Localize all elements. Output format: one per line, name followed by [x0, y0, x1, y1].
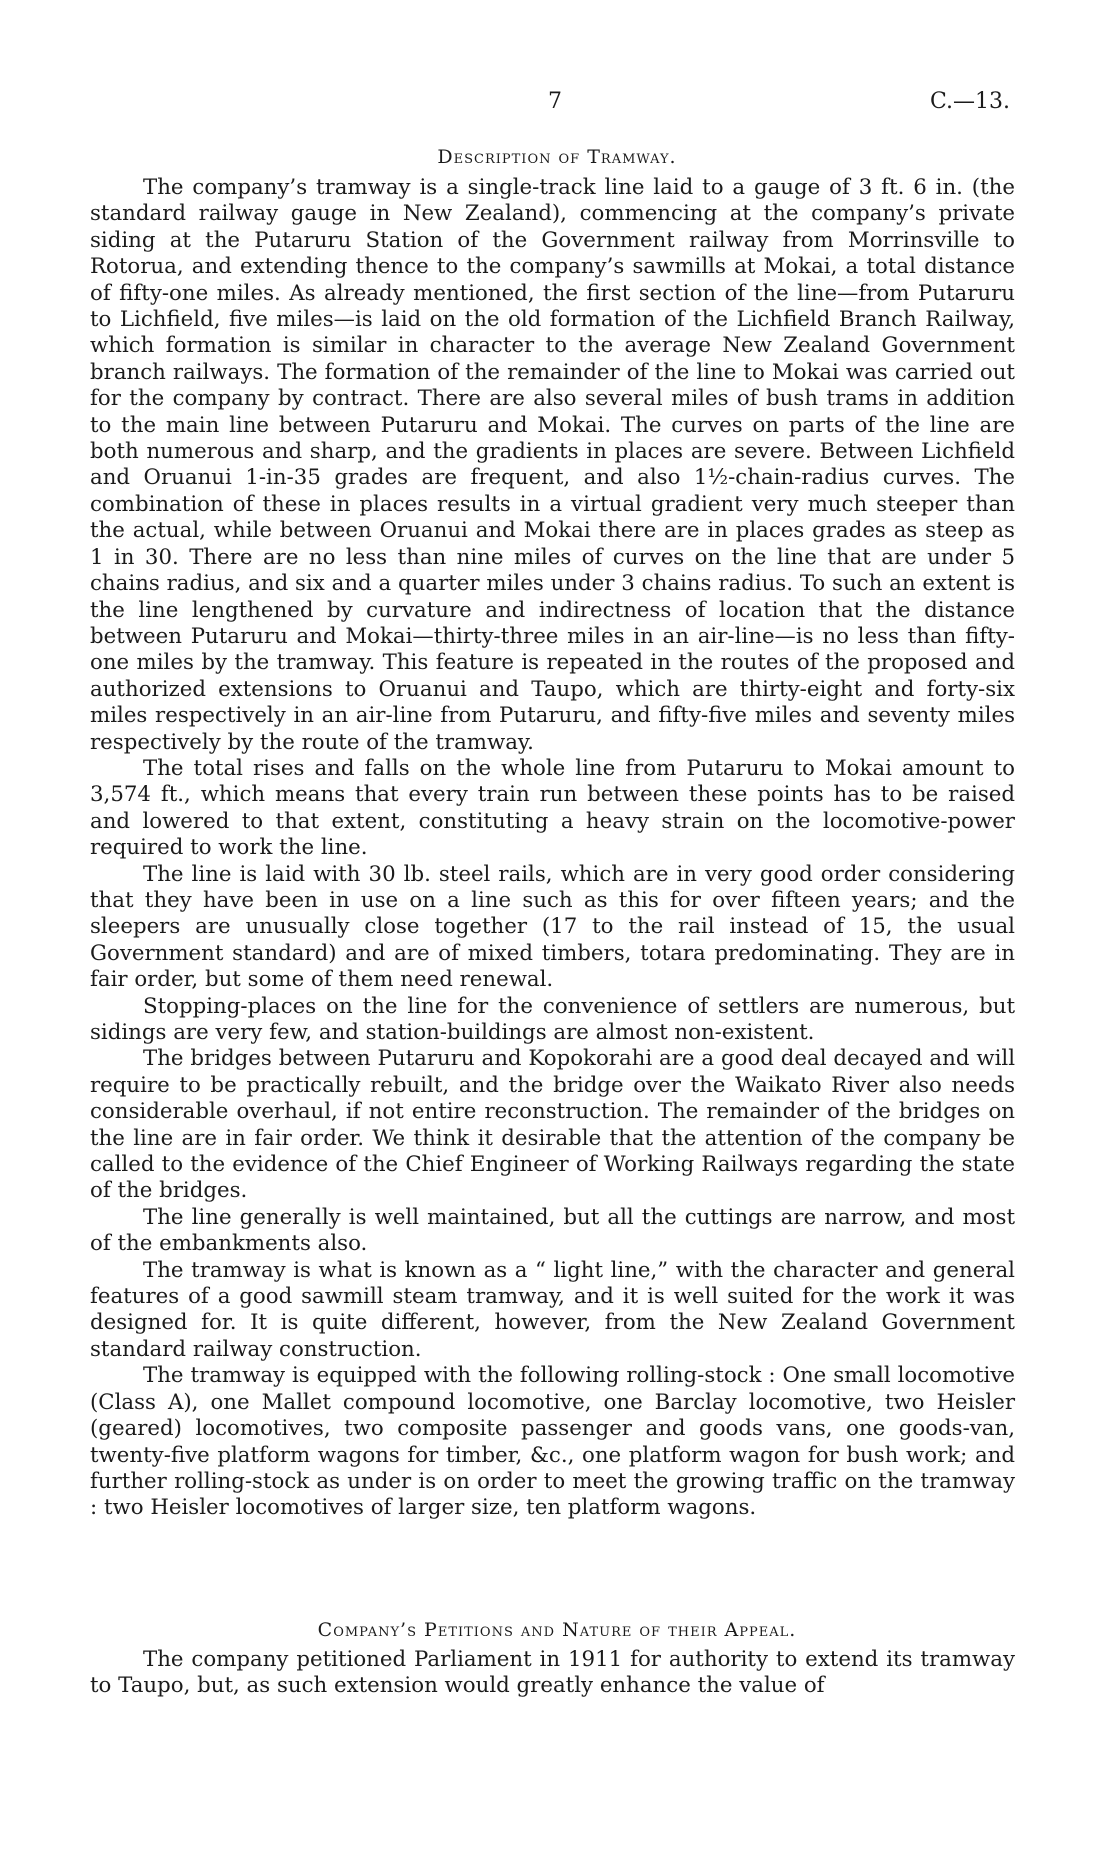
paragraph: The bridges between Putaruru and Kopokorahi are a good deal decayed and will require to be practically rebuilt, and the bridge over the Waikato River also needs considerable overhaul, if not entire reconstruction. The remainder of the bridges on the line are in fair order. We think it desirable that the attention of the company be called to the evidence of the Chief Engineer of Working Railways regarding the state of the bridges.	[90, 1046, 1015, 1204]
paragraph: The tramway is what is known as a “ light line,” with the character and general features of a good sawmill steam tramway, and it is well suited for the work it was designed for. It is quite different, however, from the New Zealand Government standard railway construction.	[90, 1257, 1015, 1362]
section-title-company-petitions: Company’s Petitions and Nature of their Appeal.	[317, 1619, 797, 1641]
paragraph: The line generally is well maintained, but all the cuttings are narrow, and most of the embankments also.	[90, 1204, 1015, 1257]
paragraph: The tramway is equipped with the following rolling-stock : One small locomotive (Class A), one Mallet compound locomotive, one Barclay locomotive, two Heisler (geared) locomotives, two composite passenger and goods vans, one goods-van, twenty-five platform wagons for timber, &c., one platform wagon for bush work; and further rolling-stock as under is on order to meet the growing traffic on the tramway : two Heisler locomotives of larger size, ten platform wagons.	[90, 1363, 1015, 1521]
paragraph: The company’s tramway is a single-track line laid to a gauge of 3 ft. 6 in. (the standard railway gauge in New Zealand), commencing at the company’s private siding at the Putaruru Station of the Government railway from Morrinsville to Rotorua, and extending thence to the company’s sawmills at Mokai, a total distance of fifty-one miles. As already mentioned, the first section of the line—from Putaruru to Lichfield, five miles—is laid on the old formation of the Lichfield Branch Railway, which formation is similar in character to the average New Zealand Government branch railways. The formation of the remainder of the line to Mokai was carried out for the company by contract. There are also several miles of bush trams in addition to the main line between Putaruru and Mokai. The curves on parts of the line are both numerous and sharp, and the gradients in places are severe. Between Lichfield and Oruanui 1-in-35 grades are frequent, and also 1½-chain-radius curves. The combination of these in places results in a virtual gradient very much steeper than the actual, while between Oruanui and Mokai there are in places grades as steep as 1 in 30. There are no less than nine miles of curves on the line that are under 5 chains radius, and six and a quarter miles under 3 chains radius. To such an extent is the line lengthened by curvature and indirectness of location that the distance between Putaruru and Mokai—thirty-three miles in an air-line—is no less than fifty-one miles by the tramway. This feature is repeated in the routes of the proposed and authorized extensions to Oruanui and Taupo, which are thirty-eight and forty-six miles respectively in an air-line from Putaruru, and fifty-five miles and seventy miles respectively by the route of the tramway.	[90, 175, 1015, 755]
paragraph: The total rises and falls on the whole line from Putaruru to Mokai amount to 3,574 ft., which means that every train run between these points has to be raised and lowered to that extent, constituting a heavy strain on the locomotive-power required to work the line.	[90, 755, 1015, 861]
document-reference: C.—13.	[929, 89, 1010, 114]
paragraph: Stopping-places on the line for the convenience of settlers are numerous, but sidings are very few, and station-buildings are almost non-existent.	[90, 993, 1015, 1045]
paragraph: The company petitioned Parliament in 1911 for authority to extend its tramway to Taupo, but, as such extension would greatly enhance the value of	[90, 1647, 1015, 1699]
section-body-description-of-tramway	[90, 175, 1015, 1522]
page-number: 7	[548, 89, 562, 114]
section-title-description-of-tramway: Description of Tramway.	[437, 146, 677, 168]
section-body-company-petitions	[90, 1647, 1015, 1700]
paragraph: The line is laid with 30 lb. steel rails, which are in very good order considering that they have been in use on a line such as this for over fifteen years; and the sleepers are unusually close together (17 to the rail instead of 15, the usual Government standard) and are of mixed timbers, totara predominating. They are in fair order, but some of them need renewal.	[90, 861, 1015, 993]
